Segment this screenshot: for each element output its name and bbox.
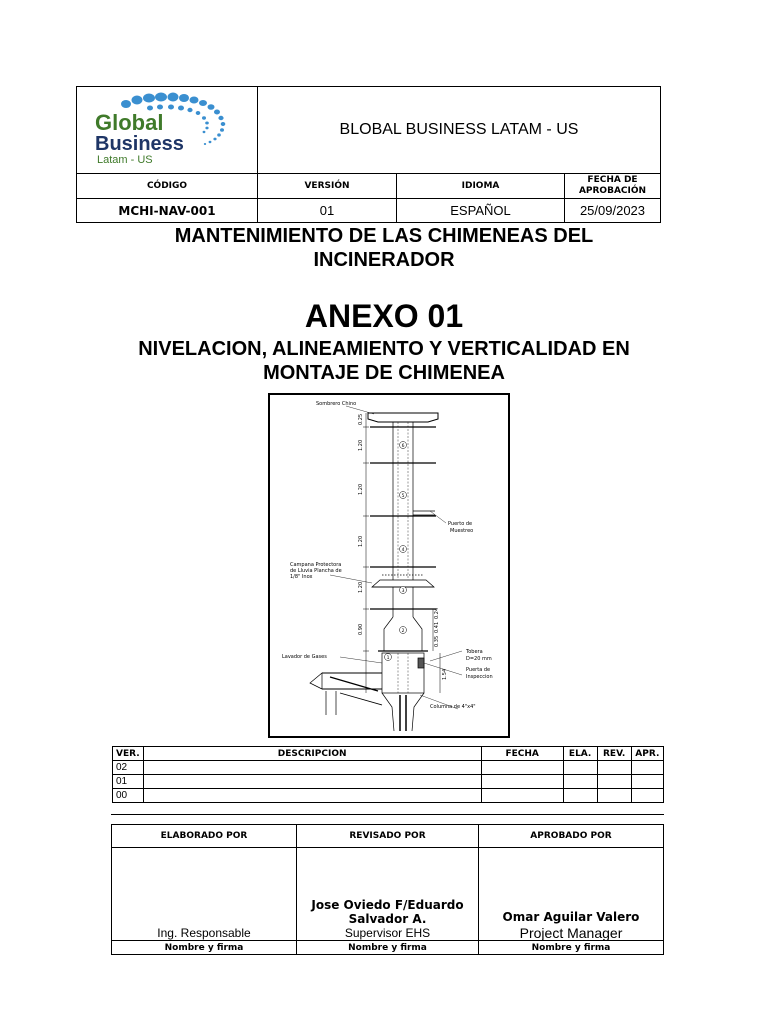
- sig-header-aprobado: APROBADO POR: [479, 825, 664, 848]
- annex-subtitle-line1: NIVELACION, ALINEAMIENTO Y VERTICALIDAD EN: [138, 338, 630, 360]
- sig-footer-1: Nombre y firma: [112, 941, 297, 955]
- annex-title: ANEXO 01: [304, 298, 464, 334]
- signature-table: [111, 824, 664, 955]
- label-campana-3: 1/8" Inox: [290, 574, 313, 580]
- rev-header-apr: APR.: [631, 747, 663, 761]
- logo-cell: [77, 87, 258, 174]
- document-title-line1: MANTENIMIENTO DE LAS CHIMENEAS DEL: [174, 225, 594, 247]
- document-header-table: [76, 86, 661, 223]
- logo-text-business: Business: [95, 133, 184, 155]
- value-version: 01: [258, 199, 397, 223]
- section-1: 1: [386, 656, 390, 661]
- label-campana-1: Campana Protectora: [290, 562, 342, 568]
- value-idioma: ESPAÑOL: [397, 199, 565, 223]
- section-4: 4: [401, 548, 405, 553]
- sig-elaborado-role: Ing. Responsable: [157, 926, 251, 940]
- label-columna: Columna de 4"x4": [430, 704, 476, 710]
- label-sombrero-chino: Sombrero Chino: [316, 401, 357, 407]
- label-muestreo: Muestreo: [450, 528, 474, 534]
- label-fecha-aprobacion: FECHA DE APROBACIÓN: [565, 174, 661, 199]
- rev-header-ela: ELA.: [563, 747, 597, 761]
- sig-revisado-name-2: Salvador A.: [348, 912, 427, 926]
- sig-aprobado-role: Project Manager: [519, 925, 623, 941]
- chimney-diagram: [270, 395, 508, 736]
- document-title-line2: INCINERADOR: [313, 249, 455, 271]
- chimney-diagram-frame: [268, 393, 510, 738]
- sig-revisado-name-1: Jose Oviedo F/Eduardo: [311, 898, 464, 912]
- sig-header-elaborado: ELABORADO POR: [112, 825, 297, 848]
- section-6: 6: [401, 444, 405, 449]
- label-puerto-de: Puerto de: [448, 521, 473, 527]
- company-name: BLOBAL BUSINESS LATAM - US: [258, 87, 661, 174]
- revision-table: [112, 746, 664, 803]
- rev-header-fecha: FECHA: [481, 747, 563, 761]
- label-inspeccion: Inspeccion: [466, 674, 493, 680]
- divider: [111, 814, 664, 815]
- dim-1-20-a: 1.20: [358, 439, 364, 451]
- dim-1-20-c: 1.20: [358, 535, 364, 547]
- label-version: VERSIÓN: [258, 174, 397, 199]
- label-puerta-de: Puerta de: [466, 667, 491, 673]
- label-tobera: Tobera: [466, 649, 483, 655]
- label-idioma: IDIOMA: [397, 174, 565, 199]
- sig-aprobado-name: Omar Aguilar Valero: [502, 910, 640, 924]
- annex-subtitle: [0, 337, 768, 385]
- sig-header-revisado: REVISADO POR: [297, 825, 479, 848]
- sig-revisado-role: Supervisor EHS: [344, 926, 431, 940]
- label-codigo: CÓDIGO: [77, 174, 258, 199]
- company-logo: [78, 87, 256, 169]
- sig-aprobado-cell: [479, 848, 664, 941]
- label-campana-2: de Lluvia Plancha de: [290, 568, 342, 574]
- section-2: 2: [401, 629, 405, 634]
- annex-subtitle-line2: MONTAJE DE CHIMENEA: [263, 362, 505, 384]
- logo-text-global: Global: [95, 110, 164, 135]
- document-title: [0, 224, 768, 272]
- table-row: [113, 761, 664, 775]
- label-lavador-de-gases: Lavador de Gases: [282, 654, 327, 660]
- label-tobera-d: D=20 mm: [466, 656, 492, 662]
- section-5: 5: [401, 494, 405, 499]
- dim-0-25: 0.25: [358, 413, 364, 425]
- rev-header-rev: REV.: [597, 747, 631, 761]
- rev-ver-cell: 00: [113, 789, 144, 803]
- sig-elaborado-cell: [112, 848, 297, 941]
- value-codigo: MCHI-NAV-001: [77, 199, 258, 223]
- dim-1-54: 1.54: [442, 668, 448, 680]
- dim-1-20-d: 1.20: [358, 581, 364, 593]
- rev-ver-cell: 02: [113, 761, 144, 775]
- dim-0-35: 0.35: [434, 635, 440, 647]
- sig-footer-3: Nombre y firma: [479, 941, 664, 955]
- dim-0-24: 0.24: [434, 607, 440, 619]
- table-row: [113, 789, 664, 803]
- value-fecha: 25/09/2023: [565, 199, 661, 223]
- dim-0-41: 0.41: [434, 621, 440, 633]
- rev-ver-cell: 01: [113, 775, 144, 789]
- sig-revisado-cell: [297, 848, 479, 941]
- dim-1-20-b: 1.20: [358, 483, 364, 495]
- section-3: 3: [401, 589, 405, 594]
- logo-text-latam: Latam - US: [97, 154, 153, 166]
- sig-footer-2: Nombre y firma: [297, 941, 479, 955]
- dim-0-90: 0.90: [358, 623, 364, 635]
- rev-header-descripcion: DESCRIPCION: [143, 747, 481, 761]
- table-row: [113, 775, 664, 789]
- rev-header-ver: VER.: [113, 747, 144, 761]
